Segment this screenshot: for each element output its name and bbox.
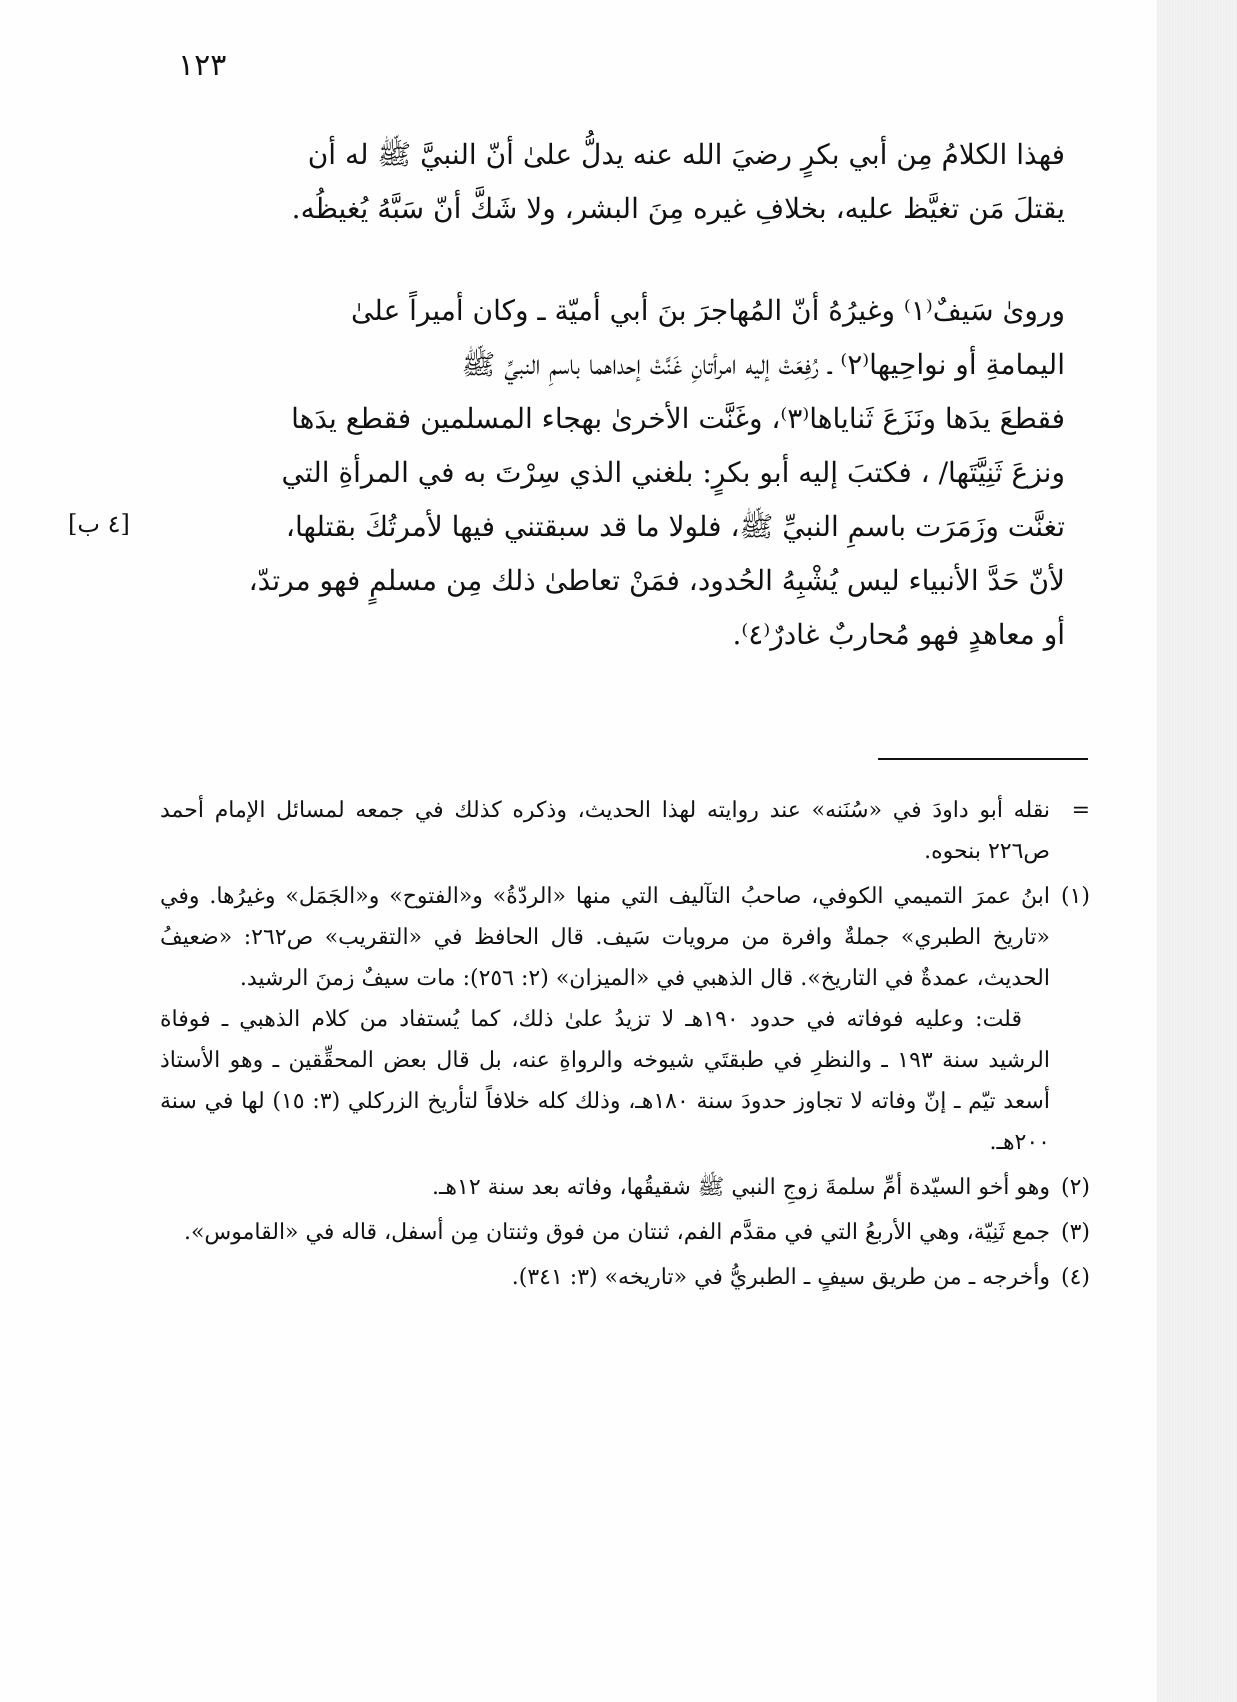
footnote-4: [160, 1257, 1090, 1298]
footnote-text: وهو أخو السيّدة أمِّ سلمةَ زوجِ النبي ﷺ شقيقُها، وفاته بعد سنة ١٢هـ.: [431, 1175, 1050, 1200]
text-line: ونزعَ ثَنِيَّتَها/ ، فكتبَ إليه أبو بكرٍ: بلغني الذي سِرْتَ به في المرأةِ التي: [281, 456, 1065, 489]
body-paragraph: [175, 284, 1095, 662]
text-line: اليمامةِ أو نواحِيها⁽٢⁾ ـ رُفِعَتْ إليه امرأتانِ غَنَّتْ إحداهما باسمِ النبيِّ ﷺ: [461, 348, 1065, 381]
footnote-text: نقله أبو داودَ في «سُنَنه» عند روايته لهذا الحديث، وذكره كذلك في جمعه لمسائل الإمام أحمد ص٢٢٦ بنحوه.: [160, 798, 1050, 864]
footnote-text: جمع ثَنِيّة، وهي الأربعُ التي في مقدَّم الفم، ثنتان من فوق وثنتان مِن أسفل، قاله في «القاموس».: [183, 1220, 1050, 1245]
text-line: فقطعَ يدَها ونَزَعَ ثَناياها⁽٣⁾، وغَنَّت الأخرىٰ بهجاء المسلمين فقطع يدَها: [291, 402, 1065, 435]
footnotes: [160, 790, 1090, 1302]
body-paragraph: [175, 128, 1095, 236]
text-line: فهذا الكلامُ مِن أبي بكرٍ رضيَ الله عنه يدلُّ علىٰ أنّ النبيَّ ﷺ له أن: [307, 138, 1065, 171]
footnote-text: ابنُ عمرَ التميمي الكوفي، صاحبُ التآليف التي منها «الردّةُ» و«الفتوح» و«الجَمَل» وغيرُها. وفي «تاريخ الطبري» جملةٌ وافرة من مرويات سَيف. قال الحافظ في «التقريب» ص٢٦٢: «ضعيفُ الحديث، عمدةٌ في التاريخ». قال الذهبي في «الميزان» (٢: ٢٥٦): مات سيفٌ زمنَ الرشيد.: [160, 884, 1050, 991]
text-line: يقتلَ مَن تغيَّظ عليه، بخلافِ غيره مِنَ البشر، ولا شَكَّ أنّ سَبَّهُ يُغيظُه.: [291, 192, 1065, 225]
main-text: [175, 128, 1095, 662]
text-line: وروىٰ سَيفٌ⁽١⁾ وغيرُهُ أنّ المُهاجرَ بنَ أبي أميّة ـ وكان أميراً علىٰ: [350, 294, 1065, 327]
footnote-1: [160, 876, 1090, 1163]
footnote-marker: (٢): [1060, 1175, 1090, 1200]
footnote-continued: [160, 790, 1090, 872]
footnote-3: [160, 1212, 1090, 1253]
page-number: ١٢٣: [178, 48, 227, 83]
footnote-2: [160, 1167, 1090, 1208]
footnote-text: قلت: وعليه فوفاته في حدود ١٩٠هـ لا تزيدُ علىٰ ذلك، كما يُستفاد من كلام الذهبي ـ فوفاة الرشيد سنة ١٩٣ ـ والنظرِ في طبقتَي شيوخه والرواةِ عنه، بل قال بعض المحقِّقين ـ وهو الأستاذ أسعد تيّم ـ إنّ وفاته لا تجاوز حدودَ سنة ١٨٠هـ، وذلك كله خلافاً لتأريخ الزركلي (٣: ١٥) لها في سنة ٢٠٠هـ.: [160, 1007, 1050, 1155]
footnote-marker: (١): [1060, 884, 1090, 909]
text-line: لأنّ حَدَّ الأنبياء ليس يُشْبِهُ الحُدود، فمَنْ تعاطىٰ ذلك مِن مسلمٍ فهو مرتدّ،: [248, 564, 1065, 597]
footnote-text: وأخرجه ـ من طريق سيفٍ ـ الطبريُّ في «تاريخه» (٣: ٣٤١).: [511, 1265, 1050, 1290]
scan-edge-shading: [1157, 0, 1237, 1702]
manuscript-folio-marker: [٤ ب]: [68, 510, 130, 538]
footnote-marker: (٤): [1060, 1265, 1090, 1290]
footnote-separator: [878, 758, 1088, 760]
footnote-marker: (٣): [1060, 1220, 1090, 1245]
text-line: أو معاهدٍ فهو مُحاربٌ غادرٌ⁽٤⁾.: [732, 618, 1065, 651]
text-line: تغنَّت وزَمَرَت باسمِ النبيِّ ﷺ، فلولا ما قد سبقتني فيها لأمرتُكَ بقتلها،: [285, 510, 1065, 543]
footnote-marker: =: [1071, 798, 1090, 823]
